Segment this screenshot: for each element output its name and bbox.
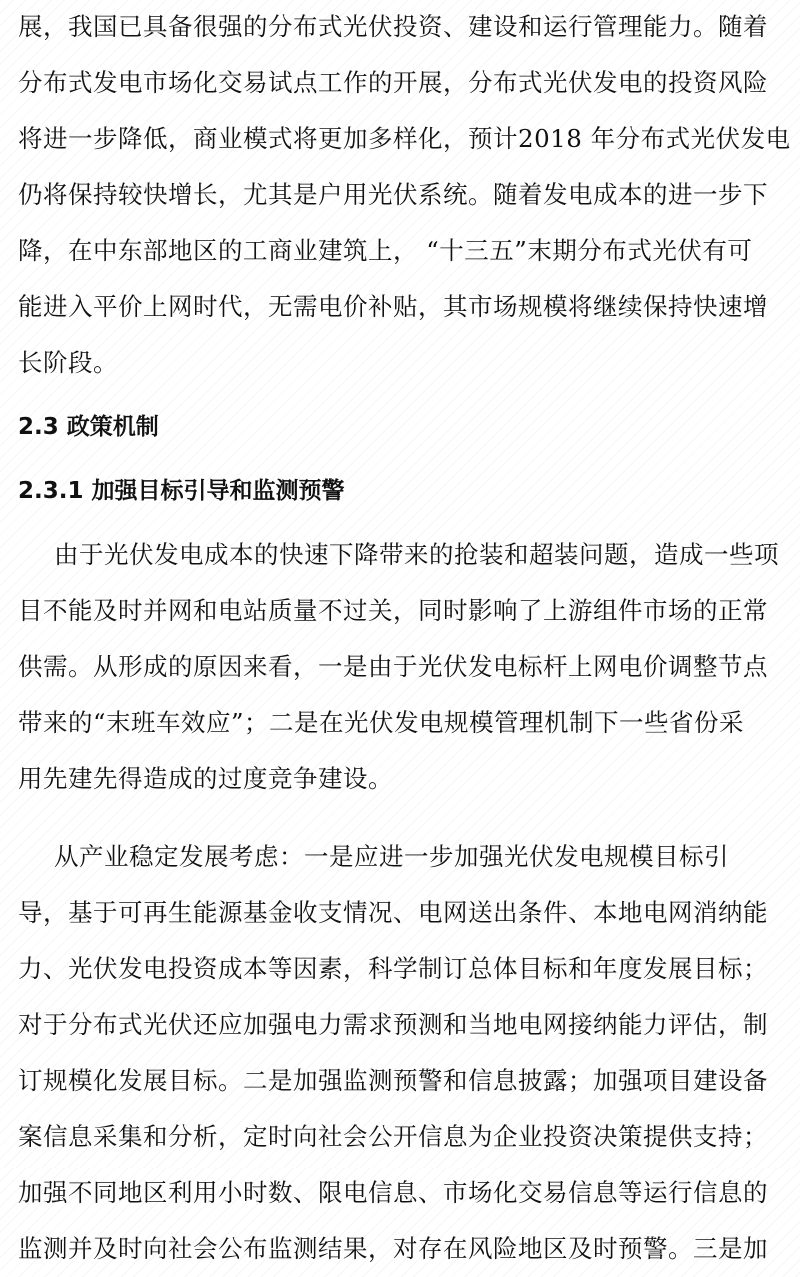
paragraph-installation-issues bbox=[18, 527, 793, 807]
text-line: 订规模化发展目标。二是加强监测预警和信息披露；加强项目建设备 bbox=[18, 1066, 768, 1095]
text-line: 供需。从形成的原因来看，一是由于光伏发电标杆上网电价调整节点 bbox=[18, 652, 768, 681]
paragraph-industry-stability bbox=[18, 829, 793, 1277]
text-line: 监测并及时向社会公布监测结果，对存在风险地区及时预警。三是加 bbox=[18, 1234, 768, 1263]
text-line: 仍将保持较快增长，尤其是户用光伏系统。随着发电成本的进一步下 bbox=[18, 180, 768, 209]
section-heading: 2.3 政策机制 bbox=[18, 414, 159, 440]
text-line: 导，基于可再生能源基金收支情况、电网送出条件、本地电网消纳能 bbox=[18, 898, 768, 927]
text-line: 力、光伏发电投资成本等因素，科学制订总体目标和年度发展目标； bbox=[18, 954, 768, 983]
text-line: 对于分布式光伏还应加强电力需求预测和当地电网接纳能力评估，制 bbox=[18, 1010, 768, 1039]
subsection-heading: 2.3.1 加强目标引导和监测预警 bbox=[18, 478, 345, 504]
document-page bbox=[18, 0, 793, 1277]
text-line: 能进入平价上网时代，无需电价补贴，其市场规模将继续保持快速增 bbox=[18, 292, 768, 321]
text-line: 从产业稳定发展考虑：一是应进一步加强光伏发电规模目标引 bbox=[54, 842, 729, 871]
text-line: 带来的“末班车效应”；二是在光伏发电规模管理机制下一些省份采 bbox=[18, 708, 745, 737]
paragraph-distributed-pv bbox=[18, 0, 793, 391]
text-line: 展，我国已具备很强的分布式光伏投资、建设和运行管理能力。随着 bbox=[18, 12, 768, 41]
text-line: 案信息采集和分析，定时向社会公开信息为企业投资决策提供支持； bbox=[18, 1122, 768, 1151]
text-line: 降，在中东部地区的工商业建筑上， “十三五”末期分布式光伏有可 bbox=[18, 236, 753, 265]
text-line: 目不能及时并网和电站质量不过关，同时影响了上游组件市场的正常 bbox=[18, 596, 768, 625]
text-line: 将进一步降低，商业模式将更加多样化，预计2018 年分布式光伏发电 bbox=[18, 124, 791, 153]
text-line: 用先建先得造成的过度竞争建设。 bbox=[18, 764, 393, 793]
text-line: 分布式发电市场化交易试点工作的开展，分布式光伏发电的投资风险 bbox=[18, 68, 768, 97]
text-line: 由于光伏发电成本的快速下降带来的抢装和超装问题，造成一些项 bbox=[54, 540, 779, 569]
text-line: 加强不同地区利用小时数、限电信息、市场化交易信息等运行信息的 bbox=[18, 1178, 768, 1207]
text-line: 长阶段。 bbox=[18, 348, 118, 377]
